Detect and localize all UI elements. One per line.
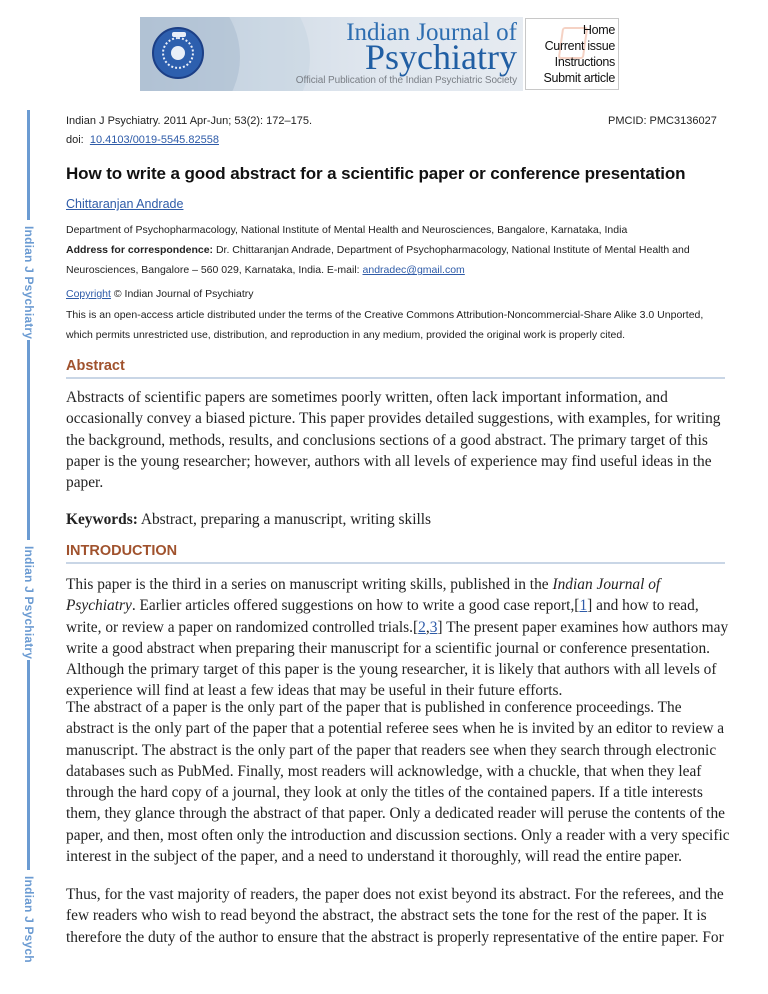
watermark-text: Indian J Psychiatry bbox=[22, 226, 36, 340]
copyright-text: © Indian Journal of Psychiatry bbox=[113, 288, 254, 300]
journal-logo-area[interactable] bbox=[140, 17, 523, 91]
introduction-heading: INTRODUCTION bbox=[66, 541, 725, 564]
text-run: This paper is the third in a series on manuscript writing skills, published in the bbox=[66, 576, 553, 593]
reference-link-3[interactable]: 3 bbox=[429, 618, 438, 636]
doi-line bbox=[66, 131, 312, 150]
intro-paragraph-1: This paper is the third in a series on manuscript writing skills, published in the Indian Journal of Psychiatry. Earlier articles offered suggestions on how to write a good case report,[1] and how to read, write, or review a paper on randomized controlled trials.[2,3] The present paper examines how authors may write a good abstract when preparing their manuscript for a scientific journal or conference presentation. Although the primary target of this paper is the young researcher, it is likely that authors with all levels of experience will find at least a few ideas that may be useful in their future efforts. bbox=[66, 576, 729, 700]
keywords-list: Abstract, preparing a manuscript, writing skills bbox=[140, 511, 432, 528]
watermark-rule bbox=[27, 340, 30, 540]
article-title: How to write a good abstract for a scientific paper or conference presentation bbox=[66, 164, 686, 183]
journal-name-line2: Psychiatry bbox=[365, 37, 517, 77]
journal-watermark-sidebar bbox=[22, 0, 42, 994]
email-link[interactable]: andradec@gmail.com bbox=[362, 264, 465, 276]
doi-link[interactable]: 10.4103/0019-5545.82558 bbox=[89, 134, 219, 146]
text-run: ] The present paper examines how authors may write a good abstract when preparing their manuscript for a scientific journal or conference presentation. Although the primary target of this paper is the young researcher, it is likely that authors with all levels of experience will find at least a few ideas that may be useful in their future efforts. bbox=[66, 618, 729, 700]
nav-home-link[interactable]: Home bbox=[582, 23, 615, 37]
correspondence bbox=[66, 240, 726, 280]
text-run: . Earlier articles offered suggestions on how to write a good case report,[ bbox=[131, 597, 580, 615]
watermark-rule bbox=[27, 660, 30, 870]
nav-current-issue-link[interactable]: Current issue bbox=[544, 39, 615, 53]
abstract-text: Abstracts of scientific papers are sometimes poorly written, often lack important information, and occasionally convey a biased picture. This paper provides detailed suggestions, with examples, for writing the background, methods, results, and conclusions sections of a good abstract. The primary target of this paper is the young researcher; however, authors with all levels of experience may find useful ideas in the paper. bbox=[66, 389, 721, 492]
journal-tagline: Official Publication of the Indian Psychiatric Society bbox=[295, 75, 517, 86]
banner-nav bbox=[525, 18, 619, 90]
correspondence-label: Address for correspondence: bbox=[66, 244, 214, 256]
reference-link-1[interactable]: 1 bbox=[579, 597, 588, 615]
journal-name-italic: Indian Journal of Psychiatry bbox=[66, 576, 661, 615]
reference-link-2[interactable]: 2 bbox=[418, 618, 426, 636]
copyright-link[interactable]: Copyright bbox=[66, 288, 111, 300]
watermark-rule bbox=[27, 110, 30, 220]
keywords-label: Keywords: bbox=[66, 511, 138, 528]
text-run: ] and how to read, write, or review a paper on randomized controlled trials.[ bbox=[66, 597, 699, 636]
copyright-line bbox=[66, 284, 726, 304]
doi-label: doi: bbox=[66, 134, 84, 146]
journal-banner bbox=[140, 17, 620, 91]
watermark-text: Indian J Psych bbox=[22, 876, 36, 963]
journal-name-line1: Indian Journal of bbox=[346, 19, 517, 46]
affiliation: Department of Psychopharmacology, National Institute of Mental Health and Neurosciences, Bangalore, Karnataka, India bbox=[66, 224, 628, 236]
abstract-heading: Abstract bbox=[66, 356, 725, 379]
intro-paragraph-2: The abstract of a paper is the only part of the paper that is published in conference proceedings. The abstract is the only part of the paper that a potential referee sees when he is invited by an editor to review a manuscript. The abstract is the only part of the paper that readers see when they search through electronic databases such as PubMed. Finally, most readers will acknowledge, with a chuckle, that when they leaf through the hard copy of a journal, they look at only the titles of the contained papers. If a title interests them, they glance through the abstract of that paper. Only a dedicated reader will peruse the contents of the paper, and then, most often only the introduction and discussion sections. Only a reader with a very specific interest in the subject of the paper, and a need to understand it thoroughly, will read the entire paper. bbox=[66, 699, 730, 866]
intro-paragraph-3: Thus, for the vast majority of readers, the paper does not exist beyond its abstract. For the referees, and the few readers who wish to read beyond the abstract, the abstract sets the tone for the rest of the paper. It is therefore the duty of the author to ensure that the abstract is properly representative of the entire paper. For bbox=[66, 886, 724, 946]
license-text: This is an open-access article distributed under the terms of the Creative Commons Attribution-Noncommercial-Share Alike 3.0 Unported, which permits unrestricted use, distribution, and reproduction in any medium, provided the original work is properly cited. bbox=[66, 309, 704, 341]
watermark-text: Indian J Psychiatry bbox=[22, 546, 36, 660]
pmcid: PMCID: PMC3136027 bbox=[608, 115, 717, 127]
nav-instructions-link[interactable]: Instructions bbox=[554, 55, 615, 69]
journal-reference: Indian J Psychiatry. 2011 Apr-Jun; 53(2): 172–175. bbox=[66, 115, 313, 127]
correspondence-text: Dr. Chittaranjan Andrade, Department of Psychopharmacology, National Institute of Mental Health and Neurosciences, Bangalore – 560 029, Karnataka, India. E-mail: bbox=[66, 244, 690, 276]
nav-submit-article-link[interactable]: Submit article bbox=[543, 71, 615, 85]
author-link[interactable]: Chittaranjan Andrade bbox=[66, 197, 184, 211]
citation-block bbox=[66, 112, 312, 150]
keywords bbox=[66, 509, 730, 530]
society-seal-icon bbox=[152, 27, 204, 79]
